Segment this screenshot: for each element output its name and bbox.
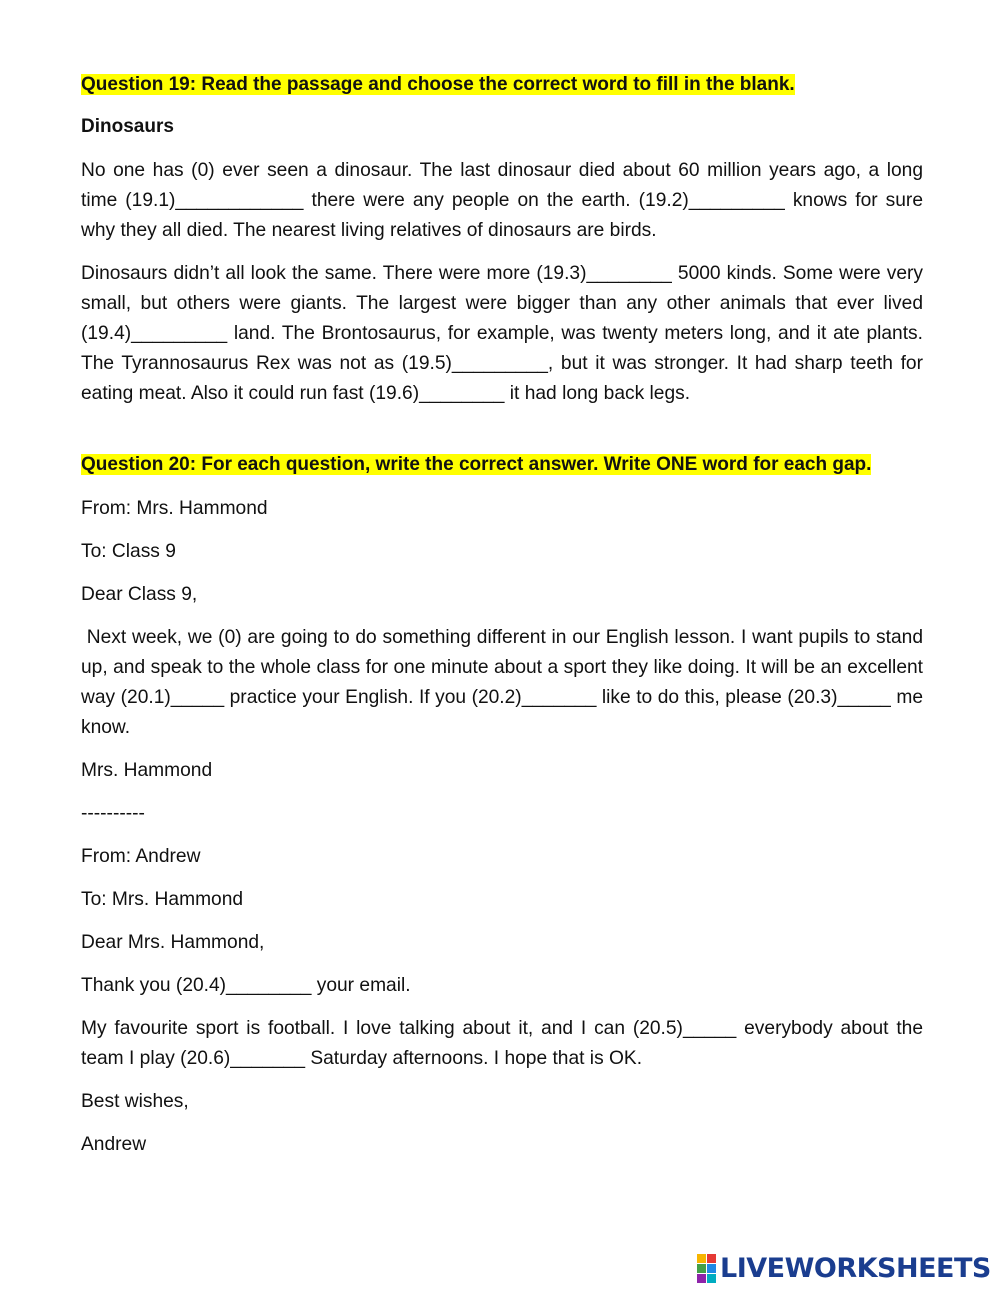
- email2-body: My favourite sport is football. I love talking about it, and I can (20.5)_____ everybody about the team I play (20.6)_______ Saturday afternoons. I hope that is OK.: [81, 1018, 923, 1069]
- liveworksheets-logo: [697, 1252, 991, 1284]
- logo-block: [697, 1264, 706, 1273]
- passage-paragraph-2: Dinosaurs didn’t all look the same. There were more (19.3)________ 5000 kinds. Some were very small, but others were giants. The largest were bigger than any other animals that ever lived (19.4)_________ land. The Brontosaurus, for example, was twenty meters long, and it ate plants. The Tyrannosaurus Rex was not as (19.5)_________, but it was stronger. It had sharp teeth for eating meat. Also it could run fast (19.6)________ it had long back legs.: [81, 263, 923, 404]
- email1-greeting: Dear Class 9,: [81, 584, 198, 605]
- logo-block: [697, 1254, 706, 1263]
- email1-to: To: Class 9: [81, 541, 176, 562]
- section-spacer: [81, 422, 923, 452]
- logo-blocks-icon: [697, 1254, 716, 1283]
- email1-from: From: Mrs. Hammond: [81, 498, 268, 519]
- email1-signature: Mrs. Hammond: [81, 760, 213, 781]
- logo-block: [707, 1264, 716, 1273]
- logo-block: [697, 1274, 706, 1283]
- email2-from: From: Andrew: [81, 846, 201, 867]
- email2-signature: Andrew: [81, 1134, 147, 1155]
- email1-body: Next week, we (0) are going to do something different in our English lesson. I want pupils to stand up, and speak to the whole class for one minute about a sport they like doing. It will be an excellent way (20.1)_____ practice your English. If you (20.2)_______ like to do this, please (20.3)_____ me know.: [81, 627, 929, 738]
- question-20-title-line: [81, 452, 923, 478]
- passage-heading: Dinosaurs: [81, 116, 174, 137]
- email2-greeting: Dear Mrs. Hammond,: [81, 932, 265, 953]
- question-20-title: Question 20: For each question, write the correct answer. Write ONE word for each gap.: [81, 454, 872, 475]
- passage-paragraph-1: No one has (0) ever seen a dinosaur. The last dinosaur died about 60 million years ago, a long time (19.1)____________ there were any people on the earth. (19.2)_________ knows for sure why they all died. The nearest living relatives of dinosaurs are birds.: [81, 160, 923, 241]
- email2-line1: Thank you (20.4)________ your email.: [81, 975, 411, 996]
- question-19-title-line: [81, 72, 923, 98]
- email2-closing: Best wishes,: [81, 1091, 189, 1112]
- worksheet-page: [81, 72, 929, 1173]
- logo-block: [707, 1254, 716, 1263]
- question-19-title: Question 19: Read the passage and choose the correct word to fill in the blank.: [81, 74, 795, 95]
- logo-block: [707, 1274, 716, 1283]
- email2-to: To: Mrs. Hammond: [81, 889, 244, 910]
- logo-text: LIVEWORKSHEETS: [720, 1252, 991, 1284]
- separator: ----------: [81, 803, 145, 824]
